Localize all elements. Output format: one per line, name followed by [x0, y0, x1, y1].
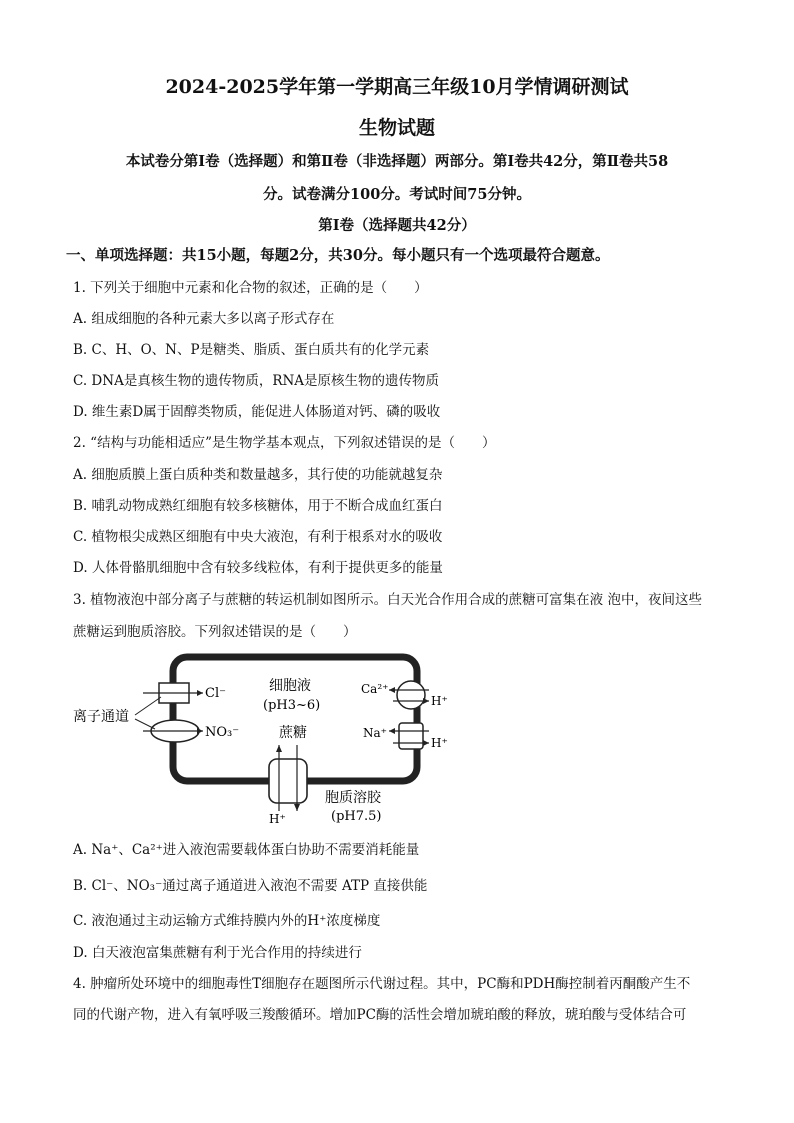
- no3-channel-protein: [143, 720, 203, 742]
- ca-ion-label: Ca²⁺: [361, 682, 389, 696]
- cytosol-label: 胞质溶胶: [325, 790, 381, 806]
- vacuole-transport-diagram: [73, 645, 448, 826]
- q3-option-d: D. 白天液泡富集蔗糖有利于光合作用的持续进行: [73, 945, 362, 961]
- cell-sap-label: 细胞液: [269, 678, 311, 694]
- q3-option-c: C. 液泡通过主动运输方式维持膜内外的H⁺浓度梯度: [73, 913, 381, 929]
- q2-option-d: D. 人体骨骼肌细胞中含有较多线粒体，有利于提供更多的能量: [73, 560, 443, 576]
- cl-channel-protein: [143, 683, 203, 703]
- h-ion-label-bottom: H⁺: [269, 812, 286, 826]
- cl-ion-label: Cl⁻: [205, 686, 226, 701]
- na-h-antiporter: [389, 723, 429, 749]
- q4-stem-line-2: 同的代谢产物，进入有氧呼吸三羧酸循环。增加PC酶的活性会增加琥珀酸的释放，琥珀酸与受体结合可: [73, 1007, 687, 1023]
- sucrose-h-antiporter: [269, 745, 307, 811]
- q2-option-c: C. 植物根尖成熟区细胞有中央大液泡，有利于根系对水的吸收: [73, 529, 443, 545]
- exam-title: 2024-2025学年第一学期高三年级10月学情调研测试: [165, 76, 629, 98]
- q3-option-b: B. Cl⁻、NO₃⁻通过离子通道进入液泡不需要 ATP 直接供能: [73, 878, 428, 894]
- q3-option-a: A. Na⁺、Ca²⁺进入液泡需要载体蛋白协助不需要消耗能量: [73, 842, 420, 858]
- intro-line-1: 本试卷分第Ⅰ卷（选择题）和第Ⅱ卷（非选择题）两部分。第Ⅰ卷共42分，第Ⅱ卷共58: [125, 153, 669, 170]
- q3-stem-line-1: 3. 植物液泡中部分离子与蔗糖的转运机制如图所示。白天光合作用合成的蔗糖可富集在液 泡中，夜间这些: [73, 592, 702, 608]
- h-ion-label-na: H⁺: [431, 736, 448, 750]
- q1-option-d: D. 维生素D属于固醇类物质，能促进人体肠道对钙、磷的吸收: [73, 404, 441, 420]
- subject-title: 生物试题: [358, 117, 435, 139]
- q2-stem: 2. “结构与功能相适应”是生物学基本观点，下列叙述错误的是（ ）: [73, 435, 496, 451]
- ca-h-antiporter: [389, 681, 429, 709]
- no3-ion-label: NO₃⁻: [205, 725, 240, 740]
- na-ion-label: Na⁺: [363, 726, 387, 740]
- cytosol-ph-label: (pH7.5): [331, 809, 382, 824]
- q1-option-a: A. 组成细胞的各种元素大多以离子形式存在: [73, 311, 335, 327]
- q1-option-c: C. DNA是真核生物的遗传物质，RNA是原核生物的遗传物质: [73, 373, 440, 389]
- sucrose-label: 蔗糖: [279, 725, 307, 741]
- part1-title: 第Ⅰ卷（选择题共42分）: [318, 217, 476, 234]
- q3-stem-line-2: 蔗糖运到胞质溶胶。下列叙述错误的是（ ）: [73, 624, 357, 640]
- q2-option-a: A. 细胞质膜上蛋白质种类和数量越多，其行使的功能就越复杂: [73, 467, 443, 483]
- ion-channel-pointer-top: [135, 697, 161, 715]
- q4-stem-line-1: 4. 肿瘤所处环境中的细胞毒性T细胞存在题图所示代谢过程。其中，PC酶和PDH酶控制着丙酮酸产生不: [73, 976, 691, 992]
- ion-channel-label: 离子通道: [73, 709, 129, 725]
- intro-line-2: 分。试卷满分100分。考试时间75分钟。: [263, 186, 531, 203]
- ion-channel-pointer-bottom: [135, 719, 155, 729]
- section-heading: 一、单项选择题：共15小题，每题2分，共30分。每小题只有一个选项最符合题意。: [66, 247, 610, 264]
- q1-option-b: B. C、H、O、N、P是糖类、脂质、蛋白质共有的化学元素: [73, 342, 430, 358]
- cell-sap-ph-label: (pH3~6): [263, 698, 321, 713]
- h-ion-label-ca: H⁺: [431, 694, 448, 708]
- q1-stem: 1. 下列关于细胞中元素和化合物的叙述，正确的是（ ）: [73, 280, 428, 296]
- q2-option-b: B. 哺乳动物成熟红细胞有较多核糖体，用于不断合成血红蛋白: [73, 498, 443, 514]
